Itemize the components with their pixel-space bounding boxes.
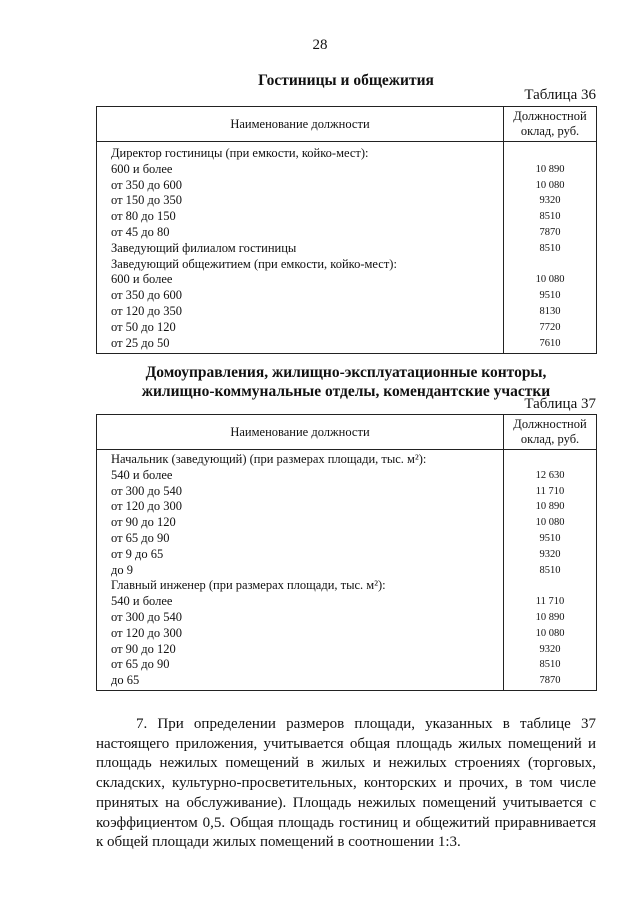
salary-values-column [504, 450, 597, 691]
position-name: 600 и более [111, 161, 173, 176]
position-name: от 65 до 90 [111, 657, 170, 672]
salary-value: 11 710 [535, 485, 565, 497]
salary-value: 8130 [539, 305, 561, 317]
salary-values-column [504, 142, 597, 354]
table-caption-36: Таблица 36 [524, 87, 596, 103]
salary-table-37 [96, 414, 597, 691]
table-caption-37: Таблица 37 [524, 396, 596, 412]
salary-value: 11 710 [535, 596, 565, 608]
position-name: от 350 до 600 [111, 177, 183, 192]
position-name: 540 и более [111, 594, 173, 609]
position-name: от 120 до 300 [111, 499, 183, 514]
position-name: Директор гостиницы (при емкости, койко-мест): [111, 146, 369, 160]
salary-value: 8510 [539, 242, 561, 254]
salary-value: 12 630 [535, 469, 565, 481]
salary-value: 9320 [539, 548, 561, 560]
position-name: от 300 до 540 [111, 483, 183, 498]
salary-value: 10 080 [535, 274, 565, 286]
salary-value: 10 080 [535, 179, 565, 191]
salary-value: 10 080 [535, 627, 565, 639]
position-name: 600 и более [111, 272, 173, 287]
position-name: 540 и более [111, 467, 173, 482]
salary-value: 8510 [539, 659, 561, 671]
position-name: Главный инженер (при размерах площади, тыс. м²): [111, 578, 386, 593]
position-name: от 80 до 150 [111, 209, 176, 224]
salary-value [504, 578, 596, 594]
position-name: от 9 до 65 [111, 546, 164, 561]
header-salary [504, 107, 597, 142]
header-salary [504, 415, 597, 450]
position-names-column [97, 142, 504, 354]
salary-value: 10 890 [535, 163, 565, 175]
position-name: от 120 до 300 [111, 625, 183, 640]
salary-value: 10 080 [535, 517, 565, 529]
header-position-name: Наименование должности [97, 107, 504, 142]
header-salary-line1: Должностной [513, 109, 587, 123]
note-paragraph-text: 7. При определении размеров площади, указанных в таблице 37 настоящего приложения, учитывается общая площадь жилых помещений и площадь нежилых помещений в жилых и нежилых строениях (торговых, складских, культурно-просветительных, конторских и прочих, в том числе принятых на обслуживание). Площадь нежилых помещений учитывается с коэффициентом 0,5. Общая площадь гостиниц и общежитий приравнивается к общей площади жилых помещений в соотношении 1:3. [96, 716, 596, 851]
position-name: до 9 [111, 562, 133, 577]
salary-value: 7720 [539, 321, 561, 333]
salary-value: 7870 [539, 226, 561, 238]
position-name: до 65 [111, 673, 140, 688]
salary-value [504, 146, 596, 162]
table-header-row [97, 107, 597, 142]
header-salary-line2: оклад, руб. [520, 432, 580, 446]
salary-value: 7610 [539, 337, 561, 349]
salary-value: 9320 [539, 643, 561, 655]
salary-value: 9510 [539, 290, 561, 302]
position-name: от 90 до 120 [111, 515, 176, 530]
salary-value [504, 257, 596, 273]
position-name: от 50 до 120 [111, 319, 176, 334]
salary-value: 10 890 [535, 611, 565, 623]
section-title-housing-line2: жилищно-коммунальные отделы, комендантские участки [141, 383, 551, 400]
position-name: Заведующий филиалом гостиницы [111, 240, 297, 255]
position-name: от 90 до 120 [111, 641, 176, 656]
header-salary-line2: оклад, руб. [520, 124, 580, 138]
position-name: от 65 до 90 [111, 530, 170, 545]
salary-value: 10 890 [535, 501, 565, 513]
position-name: от 25 до 50 [111, 335, 170, 350]
section-title-housing-line1: Домоуправления, жилищно-эксплуатационные конторы, [145, 364, 547, 381]
position-name: от 120 до 350 [111, 303, 183, 318]
salary-value: 8510 [539, 211, 561, 223]
position-name: от 300 до 540 [111, 609, 183, 624]
position-name: от 350 до 600 [111, 288, 183, 303]
section-title-hotels: Гостиницы и общежития [258, 72, 434, 89]
position-name: Начальник (заведующий) (при размерах площади, тыс. м²): [111, 452, 427, 466]
header-position-name: Наименование должности [97, 415, 504, 450]
salary-value: 9320 [539, 195, 561, 207]
salary-value: 7870 [539, 675, 561, 687]
salary-value: 9510 [539, 532, 561, 544]
position-name: Заведующий общежитием (при емкости, койко-мест): [111, 256, 397, 271]
salary-value: 8510 [539, 564, 561, 576]
position-name: от 45 до 80 [111, 224, 170, 239]
position-name: от 150 до 350 [111, 193, 183, 208]
salary-table-36 [96, 106, 597, 354]
page-number: 28 [312, 37, 328, 53]
header-salary-line1: Должностной [513, 417, 587, 431]
position-names-column [97, 450, 504, 691]
table-header-row [97, 415, 597, 450]
salary-value [504, 452, 596, 468]
note-paragraph [96, 715, 596, 853]
